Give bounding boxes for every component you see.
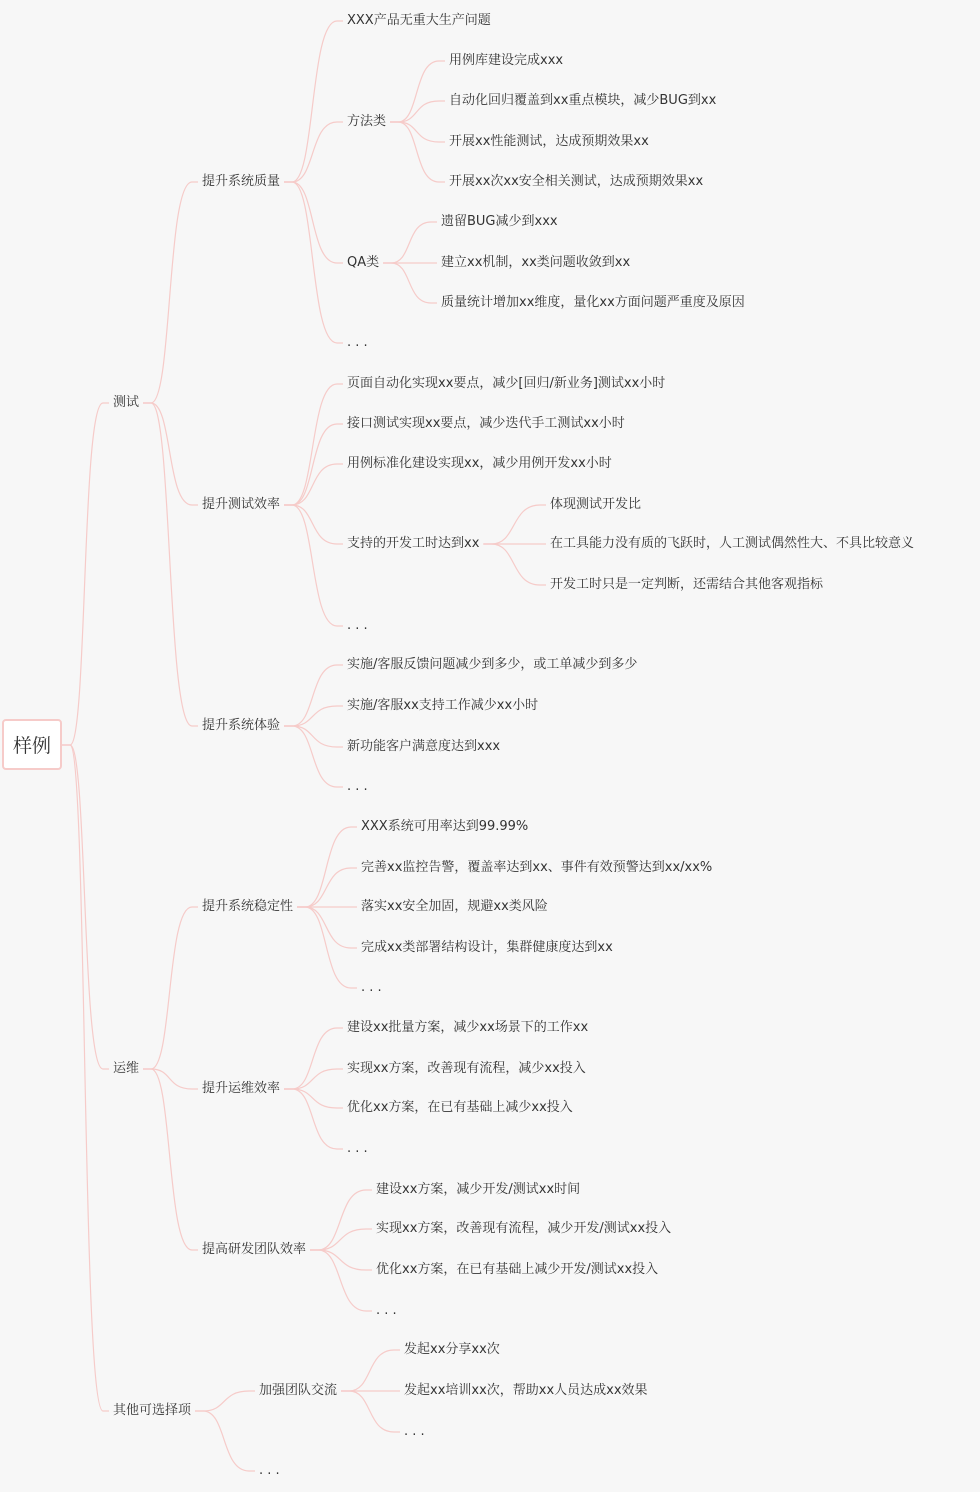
connector-0-1-0 — [284, 384, 343, 505]
connector-0-1-2 — [284, 464, 343, 505]
connector-0-0 — [143, 182, 198, 403]
node-1-2-1[interactable]: 实现xx方案，改善现有流程，减少开发/测试xx投入 — [376, 1221, 672, 1236]
connector-1-0-3 — [297, 907, 357, 948]
connector-0-1-3-2 — [483, 544, 546, 585]
connector-2-0-2 — [341, 1391, 400, 1432]
connector-1-0-0 — [297, 827, 357, 907]
node-2-0[interactable]: 加强团队交流 — [259, 1383, 338, 1398]
connector-2-0-0 — [341, 1350, 400, 1391]
node-1-1-1[interactable]: 实现xx方案，改善现有流程，减少xx投入 — [347, 1061, 586, 1076]
node-0-1-0[interactable]: 页面自动化实现xx要点，减少[回归/新业务]测试xx小时 — [347, 376, 666, 391]
connector-1-0 — [143, 907, 198, 1069]
node-0-0-1-2[interactable]: 开展xx性能测试，达成预期效果xx — [449, 134, 649, 149]
node-1-0-1[interactable]: 完善xx监控告警，覆盖率达到xx、事件有效预警达到xx/xx% — [361, 860, 713, 875]
node-0-0-1-1[interactable]: 自动化回归覆盖到xx重点模块，减少BUG到xx — [449, 93, 717, 108]
connector-0-2-1 — [284, 706, 343, 726]
node-2-1[interactable]: . . . — [259, 1463, 280, 1478]
node-0-0-3[interactable]: . . . — [347, 335, 368, 350]
connector-0-0-2-2 — [383, 263, 437, 303]
connector-1-0-1 — [297, 868, 357, 907]
node-0-2-2[interactable]: 新功能客户满意度达到xxx — [347, 739, 501, 754]
connector-0-0-2-0 — [383, 222, 437, 263]
connector-0-1-4 — [284, 505, 343, 626]
connector-0-0-1 — [284, 122, 343, 182]
root-label: 样例 — [12, 735, 51, 757]
connector-1-2-2 — [310, 1250, 372, 1270]
connector-0-2 — [143, 403, 198, 726]
connector-0-0-1-1 — [390, 101, 445, 122]
node-0-1-3-0[interactable]: 体现测试开发比 — [550, 497, 642, 512]
connector-2-1 — [195, 1411, 255, 1471]
connector-0-2-3 — [284, 726, 343, 787]
node-1-1[interactable]: 提升运维效率 — [202, 1081, 281, 1096]
node-1-0-4[interactable]: . . . — [361, 980, 382, 995]
node-1-2-3[interactable]: . . . — [376, 1303, 397, 1318]
connector-root-2 — [62, 745, 109, 1411]
node-0-2-1[interactable]: 实施/客服xx支持工作减少xx小时 — [347, 698, 539, 713]
connector-1-1-3 — [284, 1089, 343, 1149]
node-2-0-0[interactable]: 发起xx分享xx次 — [404, 1342, 500, 1357]
node-0-0-0[interactable]: XXX产品无重大生产问题 — [347, 13, 491, 28]
root-node[interactable] — [2, 719, 62, 770]
connector-1-1 — [143, 1069, 198, 1089]
node-1-0-0[interactable]: XXX系统可用率达到99.99% — [361, 819, 529, 834]
node-0[interactable]: 测试 — [113, 395, 140, 410]
connector-0-0-1-2 — [390, 122, 445, 142]
connector-1-2 — [143, 1069, 198, 1250]
node-1-0-3[interactable]: 完成xx类部署结构设计，集群健康度达到xx — [361, 940, 613, 955]
connector-1-2-0 — [310, 1190, 372, 1250]
connector-root-1 — [62, 745, 109, 1069]
node-0-1-3-2[interactable]: 开发工时只是一定判断，还需结合其他客观指标 — [550, 577, 824, 592]
node-0-0-2[interactable]: QA类 — [347, 255, 380, 270]
node-0-0-2-1[interactable]: 建立xx机制，xx类问题收敛到xx — [441, 255, 631, 270]
node-2-0-1[interactable]: 发起xx培训xx次，帮助xx人员达成xx效果 — [404, 1383, 648, 1398]
connector-0-1-3 — [284, 505, 343, 544]
node-0-0-2-2[interactable]: 质量统计增加xx维度，量化xx方面问题严重度及原因 — [441, 295, 745, 310]
node-0-1-2[interactable]: 用例标准化建设实现xx，减少用例开发xx小时 — [347, 456, 612, 471]
node-0-1-3[interactable]: 支持的开发工时达到xx — [347, 536, 480, 551]
node-0-0-2-0[interactable]: 遗留BUG减少到xxx — [441, 214, 558, 229]
node-0-0-1[interactable]: 方法类 — [347, 114, 387, 129]
node-0-1[interactable]: 提升测试效率 — [202, 497, 281, 512]
node-1-1-2[interactable]: 优化xx方案，在已有基础上减少xx投入 — [347, 1100, 573, 1115]
node-1-0-2[interactable]: 落实xx安全加固，规避xx类风险 — [361, 899, 548, 914]
node-0-2[interactable]: 提升系统体验 — [202, 718, 281, 733]
connector-root-0 — [62, 403, 109, 745]
connector-0-1-3-0 — [483, 505, 546, 544]
node-0-2-3[interactable]: . . . — [347, 779, 368, 794]
node-1-2[interactable]: 提高研发团队效率 — [202, 1242, 307, 1257]
node-1-0[interactable]: 提升系统稳定性 — [202, 899, 294, 914]
connector-0-0-2 — [284, 182, 343, 263]
node-0-0-1-3[interactable]: 开展xx次xx安全相关测试，达成预期效果xx — [449, 174, 704, 189]
node-0-0-1-0[interactable]: 用例库建设完成xxx — [449, 53, 564, 68]
connector-1-2-3 — [310, 1250, 372, 1311]
node-2[interactable]: 其他可选择项 — [113, 1403, 192, 1418]
node-2-0-2[interactable]: . . . — [404, 1424, 425, 1439]
connector-0-0-1-3 — [390, 122, 445, 182]
connector-0-0-0 — [284, 21, 343, 182]
node-0-1-3-1[interactable]: 在工具能力没有质的飞跃时，人工测试偶然性大、不具比较意义 — [550, 536, 915, 551]
connector-0-2-0 — [284, 665, 343, 726]
connector-1-1-1 — [284, 1069, 343, 1089]
node-0-2-0[interactable]: 实施/客服反馈问题减少到多少，或工单减少到多少 — [347, 657, 638, 672]
connector-0-2-2 — [284, 726, 343, 747]
connector-1-1-2 — [284, 1089, 343, 1108]
connector-1-2-1 — [310, 1229, 372, 1250]
connector-2-0 — [195, 1391, 255, 1411]
connector-0-0-1-0 — [390, 61, 445, 122]
node-1[interactable]: 运维 — [113, 1061, 140, 1076]
node-1-2-2[interactable]: 优化xx方案，在已有基础上减少开发/测试xx投入 — [376, 1262, 659, 1277]
node-1-1-3[interactable]: . . . — [347, 1141, 368, 1156]
node-1-1-0[interactable]: 建设xx批量方案，减少xx场景下的工作xx — [347, 1020, 589, 1035]
node-0-0[interactable]: 提升系统质量 — [202, 174, 281, 189]
connector-0-1 — [143, 403, 198, 505]
node-0-1-4[interactable]: . . . — [347, 618, 368, 633]
node-1-2-0[interactable]: 建设xx方案，减少开发/测试xx时间 — [376, 1182, 581, 1197]
connector-1-1-0 — [284, 1028, 343, 1089]
node-0-1-1[interactable]: 接口测试实现xx要点，减少迭代手工测试xx小时 — [347, 416, 625, 431]
